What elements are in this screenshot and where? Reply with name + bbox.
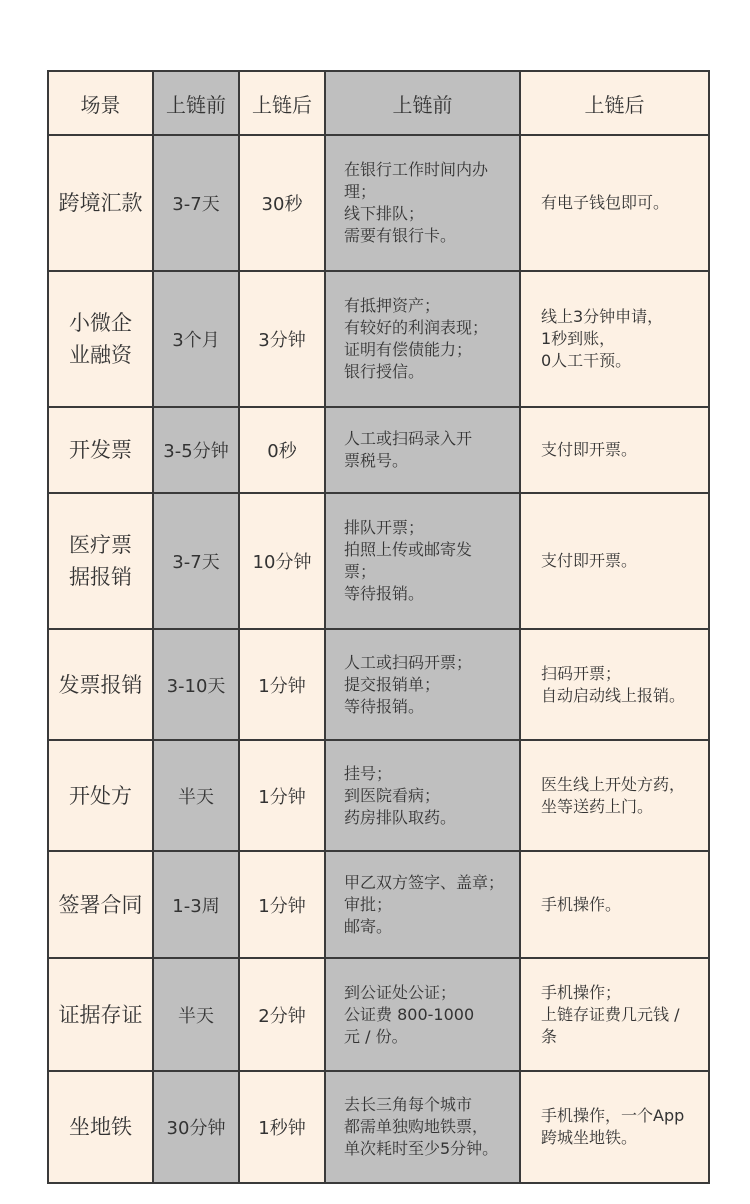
scene-cell: 跨境汇款 bbox=[48, 135, 153, 271]
after-time-cell: 10分钟 bbox=[239, 493, 325, 629]
table-row bbox=[48, 407, 709, 493]
after-desc-line: 手机操作，一个App bbox=[541, 1106, 685, 1125]
before-desc-cell bbox=[325, 271, 520, 407]
table-row bbox=[48, 958, 709, 1071]
header-scene: 场景 bbox=[48, 71, 153, 135]
after-desc-line: 线上3分钟申请， bbox=[541, 307, 664, 326]
scene-cell: 医疗票据报销 bbox=[48, 493, 153, 629]
before-desc-line: 线下排队； bbox=[344, 204, 425, 223]
after-desc-cell bbox=[520, 271, 709, 407]
after-time-cell: 0秒 bbox=[239, 407, 325, 493]
before-desc-line: 等待报销。 bbox=[344, 696, 425, 716]
before-desc-line: 有较好的利润表现； bbox=[344, 318, 489, 337]
table-row bbox=[48, 740, 709, 851]
table-header-row bbox=[48, 71, 709, 135]
before-time-cell: 3-5分钟 bbox=[153, 407, 239, 493]
before-time-cell: 30分钟 bbox=[153, 1071, 239, 1183]
after-time-cell: 1分钟 bbox=[239, 851, 325, 958]
before-desc-cell bbox=[325, 1071, 520, 1183]
table-body bbox=[48, 135, 709, 1183]
after-desc-line: 0人工干预。 bbox=[541, 351, 632, 370]
before-desc-cell bbox=[325, 493, 520, 629]
before-desc-line: 在银行工作时间内办 bbox=[344, 160, 489, 179]
table-row bbox=[48, 1071, 709, 1183]
after-desc-cell bbox=[520, 629, 709, 740]
scene-cell: 坐地铁 bbox=[48, 1071, 153, 1183]
table-row bbox=[48, 271, 709, 407]
before-desc-line: 证明有偿债能力； bbox=[344, 340, 473, 359]
before-desc-line: 理； bbox=[344, 182, 377, 201]
before-time-cell: 3-10天 bbox=[153, 629, 239, 740]
after-desc-cell bbox=[520, 407, 709, 493]
scene-cell: 签署合同 bbox=[48, 851, 153, 958]
after-desc-line: 扫码开票； bbox=[541, 663, 622, 683]
table-row bbox=[48, 629, 709, 740]
after-desc-cell bbox=[520, 1071, 709, 1183]
after-desc-line: 跨城坐地铁。 bbox=[541, 1128, 638, 1147]
before-desc-cell bbox=[325, 740, 520, 851]
before-desc-line: 挂号； bbox=[344, 763, 393, 783]
after-desc-cell bbox=[520, 740, 709, 851]
before-time-cell: 半天 bbox=[153, 958, 239, 1071]
before-desc-line: 元 / 份。 bbox=[344, 1026, 408, 1046]
after-desc-line: 支付即开票。 bbox=[541, 551, 638, 570]
before-desc-line: 票； bbox=[344, 562, 377, 581]
before-desc-line: 等待报销。 bbox=[344, 584, 425, 603]
header-before-time: 上链前 bbox=[153, 71, 239, 135]
before-desc-cell bbox=[325, 958, 520, 1071]
before-time-cell: 1-3周 bbox=[153, 851, 239, 958]
before-desc-cell bbox=[325, 135, 520, 271]
before-desc-line: 有抵押资产； bbox=[344, 296, 441, 315]
scene-cell: 开发票 bbox=[48, 407, 153, 493]
before-desc-line: 人工或扫码开票； bbox=[344, 652, 473, 672]
after-desc-line: 支付即开票。 bbox=[541, 440, 638, 459]
before-desc-line: 排队开票； bbox=[344, 518, 425, 537]
before-desc-line: 药房排队取药。 bbox=[344, 807, 457, 827]
before-desc-cell bbox=[325, 629, 520, 740]
before-desc-line: 票税号。 bbox=[344, 451, 409, 470]
after-desc-line: 手机操作。 bbox=[541, 894, 622, 914]
before-time-cell: 半天 bbox=[153, 740, 239, 851]
comparison-table-wrapper bbox=[47, 70, 708, 1184]
before-desc-line: 公证费 800-1000 bbox=[344, 1004, 475, 1024]
after-desc-line: 自动启动线上报销。 bbox=[541, 685, 686, 705]
after-time-cell: 1分钟 bbox=[239, 629, 325, 740]
header-after-desc: 上链后 bbox=[520, 71, 709, 135]
after-desc-line: 条 bbox=[541, 1026, 558, 1046]
after-desc-cell bbox=[520, 493, 709, 629]
table-row bbox=[48, 851, 709, 958]
after-desc-line: 1秒到账， bbox=[541, 329, 616, 348]
before-time-cell: 3-7天 bbox=[153, 493, 239, 629]
before-desc-line: 都需单独购地铁票， bbox=[344, 1117, 489, 1136]
table-row bbox=[48, 135, 709, 271]
before-desc-line: 需要有银行卡。 bbox=[344, 226, 457, 245]
blockchain-comparison-table bbox=[47, 70, 710, 1184]
before-time-cell: 3个月 bbox=[153, 271, 239, 407]
header-after-time: 上链后 bbox=[239, 71, 325, 135]
before-desc-line: 提交报销单； bbox=[344, 674, 441, 694]
after-desc-line: 有电子钱包即可。 bbox=[541, 193, 670, 212]
after-desc-cell bbox=[520, 958, 709, 1071]
before-desc-line: 单次耗时至少5分钟。 bbox=[344, 1139, 499, 1158]
scene-cell: 证据存证 bbox=[48, 958, 153, 1071]
before-desc-line: 审批； bbox=[344, 894, 393, 914]
after-desc-line: 手机操作； bbox=[541, 982, 622, 1002]
after-desc-line: 上链存证费几元钱 / bbox=[541, 1004, 680, 1024]
before-desc-cell bbox=[325, 851, 520, 958]
after-time-cell: 2分钟 bbox=[239, 958, 325, 1071]
after-desc-line: 医生线上开处方药， bbox=[541, 774, 686, 794]
before-desc-line: 邮寄。 bbox=[344, 916, 393, 936]
after-time-cell: 1秒钟 bbox=[239, 1071, 325, 1183]
after-desc-line: 坐等送药上门。 bbox=[541, 796, 654, 816]
table-row bbox=[48, 493, 709, 629]
before-desc-line: 甲乙双方签字、盖章； bbox=[344, 872, 505, 892]
after-time-cell: 3分钟 bbox=[239, 271, 325, 407]
before-desc-line: 到医院看病； bbox=[344, 785, 441, 805]
before-desc-cell bbox=[325, 407, 520, 493]
after-desc-cell bbox=[520, 851, 709, 958]
header-before-desc: 上链前 bbox=[325, 71, 520, 135]
after-desc-cell bbox=[520, 135, 709, 271]
before-desc-line: 拍照上传或邮寄发 bbox=[344, 540, 473, 559]
after-time-cell: 30秒 bbox=[239, 135, 325, 271]
scene-cell: 小微企业融资 bbox=[48, 271, 153, 407]
before-time-cell: 3-7天 bbox=[153, 135, 239, 271]
before-desc-line: 到公证处公证； bbox=[344, 982, 457, 1002]
after-time-cell: 1分钟 bbox=[239, 740, 325, 851]
scene-cell: 开处方 bbox=[48, 740, 153, 851]
before-desc-line: 去长三角每个城市 bbox=[344, 1095, 473, 1114]
before-desc-line: 人工或扫码录入开 bbox=[344, 429, 473, 448]
scene-cell: 发票报销 bbox=[48, 629, 153, 740]
before-desc-line: 银行授信。 bbox=[344, 362, 425, 381]
